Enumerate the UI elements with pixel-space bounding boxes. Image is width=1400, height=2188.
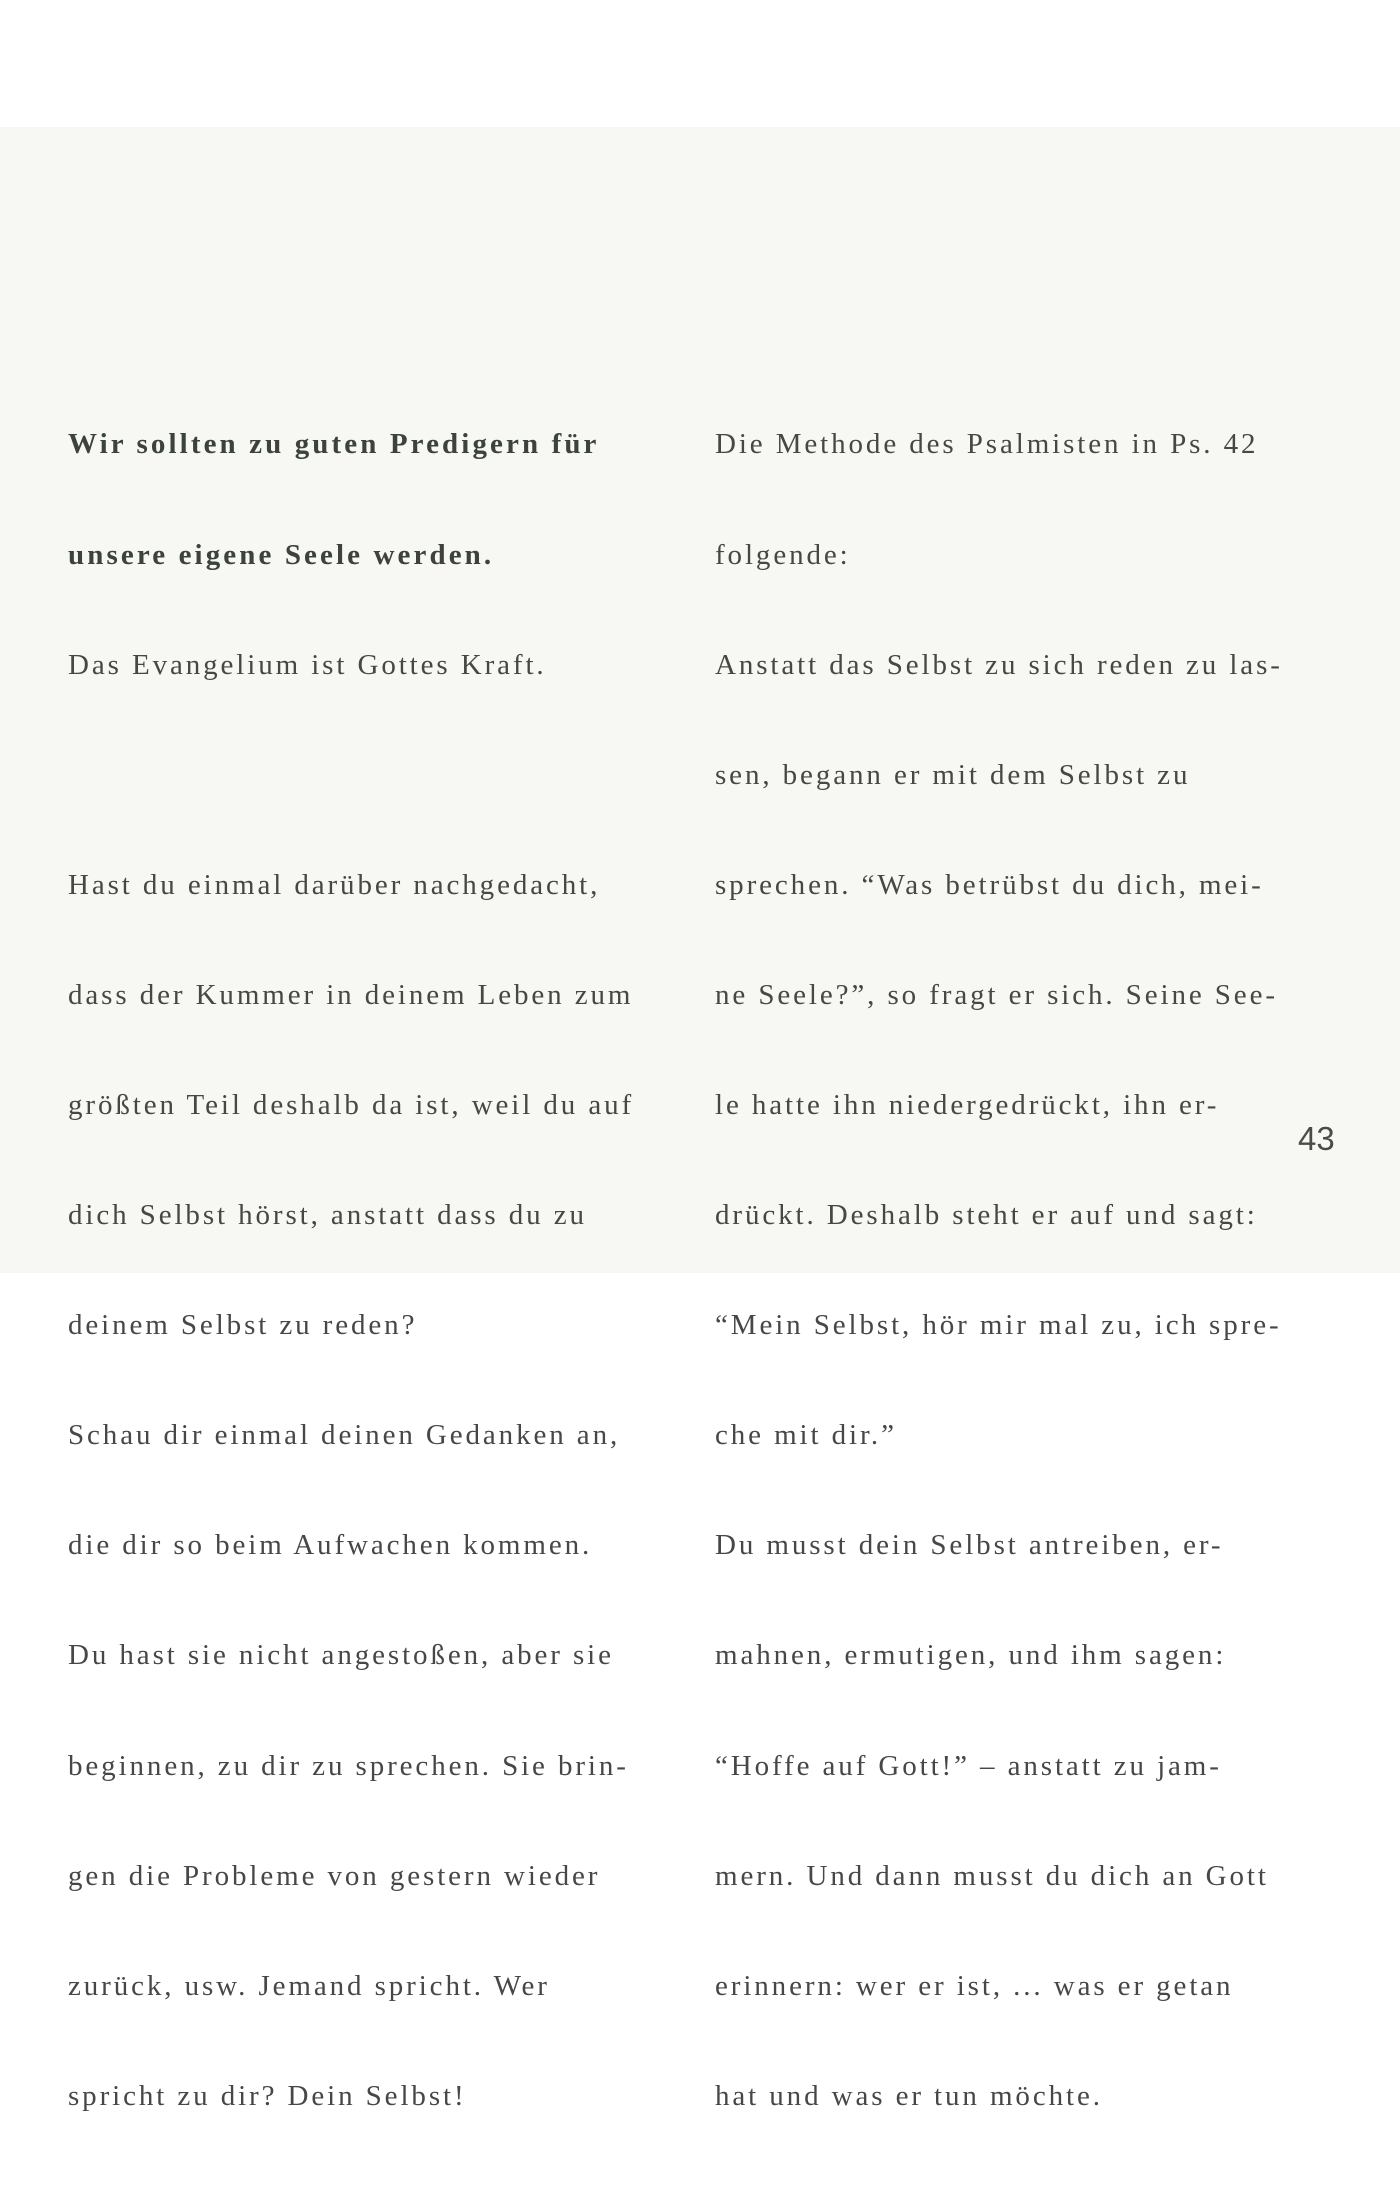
heading-line: Wir sollten zu guten Predigern für xyxy=(68,428,600,461)
body-line: Anstatt das Selbst zu sich reden zu las- xyxy=(715,648,1283,681)
body-line: Schau dir einmal deinen Gedanken an, xyxy=(68,1419,621,1452)
book-page xyxy=(0,127,1400,2112)
body-line: drückt. Deshalb steht er auf und sagt: xyxy=(715,1199,1258,1232)
page-number: 43 xyxy=(1298,1120,1335,1157)
body-line: erinnern: wer er ist, ... was er getan xyxy=(715,1969,1234,2002)
body-line: zurück, usw. Jemand spricht. Wer xyxy=(68,1969,550,2002)
body-line: le hatte ihn niedergedrückt, ihn er- xyxy=(715,1088,1220,1121)
body-line: dich Selbst hörst, anstatt dass du zu xyxy=(68,1199,587,1232)
paragraph-spacer xyxy=(68,757,688,794)
right-column xyxy=(715,353,1335,2188)
body-line: hat und was er tun möchte. xyxy=(715,2079,1103,2112)
body-line: spricht zu dir? Dein Selbst! xyxy=(68,2079,467,2112)
body-line: sprechen. “Was betrübst du dich, mei- xyxy=(715,868,1264,901)
body-line: beginnen, zu dir zu sprechen. Sie brin- xyxy=(68,1749,629,1782)
body-line: che mit dir.” xyxy=(715,1419,897,1452)
body-line: Du musst dein Selbst antreiben, er- xyxy=(715,1529,1224,1562)
body-line: dass der Kummer in deinem Leben zum xyxy=(68,978,634,1011)
body-line: ne Seele?”, so fragt er sich. Seine See- xyxy=(715,978,1278,1011)
body-line: “Mein Selbst, hör mir mal zu, ich spre- xyxy=(715,1309,1282,1342)
body-line: sen, begann er mit dem Selbst zu xyxy=(715,758,1191,791)
body-line: Du hast sie nicht angestoßen, aber sie xyxy=(68,1639,614,1672)
body-line: folgende: xyxy=(715,538,851,571)
intro-line: Das Evangelium ist Gottes Kraft. xyxy=(68,648,547,681)
body-line: Hast du einmal darüber nachgedacht, xyxy=(68,868,601,901)
body-line: gen die Probleme von gestern wieder xyxy=(68,1859,601,1892)
body-line: Die Methode des Psalmisten in Ps. 42 xyxy=(715,428,1259,461)
body-line: mern. Und dann musst du dich an Gott xyxy=(715,1859,1269,1892)
body-line: größten Teil deshalb da ist, weil du auf xyxy=(68,1088,635,1121)
body-line: die dir so beim Aufwachen kommen. xyxy=(68,1529,593,1562)
left-column xyxy=(68,353,688,2188)
body-line: “Hoffe auf Gott!” – anstatt zu jam- xyxy=(715,1749,1222,1782)
body-line: deinem Selbst zu reden? xyxy=(68,1309,418,1342)
body-line: mahnen, ermutigen, und ihm sagen: xyxy=(715,1639,1227,1672)
heading-line: unsere eigene Seele werden. xyxy=(68,538,495,571)
